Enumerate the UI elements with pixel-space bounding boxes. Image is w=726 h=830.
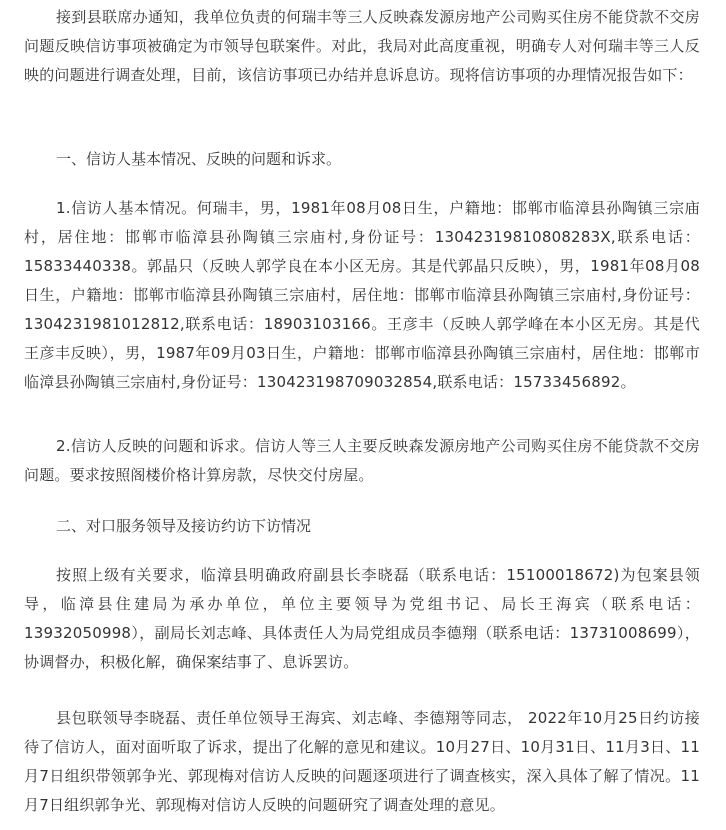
section1-heading: 一、信访人基本情况、反映的问题和诉求。 [56, 150, 342, 168]
petitioner-info-paragraph: 1.信访人基本情况。何瑞丰，男，1981年08月08日生，户籍地：邯郸市临漳县孙陶镇三宗庙村，居住地：邯郸市临漳县孙陶镇三宗庙村,身份证号：13042319810808283X,联系电话：15833440338。郭晶只（反映人郭学良在本小区无房。其是代郭晶只反映），男，1981年08月08日生，户籍地：邯郸市临漳县孙陶镇三宗庙村，居住地：邯郸市临漳县孙陶镇三宗庙村,身份证号：1304231981012812,联系电话：18903103166。王彦丰（反映人郭学峰在本小区无房。其是代王彦丰反映），男，1987年09月03日生，户籍地：邯郸市临漳县孙陶镇三宗庙村，居住地：邯郸市临漳县孙陶镇三宗庙村,身份证号：130423198709032854,联系电话：15733456892。 [24, 199, 700, 391]
section2-heading: 二、对口服务领导及接访约访下访情况 [56, 517, 312, 535]
visit-record-paragraph: 县包联领导李晓磊、责任单位领导王海宾、刘志峰、李德翔等同志， 2022年10月25日约访接待了信访人，面对面听取了诉求，提出了化解的意见和建议。10月27日、10月31日、11月3日、11月7日组织带领郭争光、郭现梅对信访人反映的问题逐项进行了调查核实，深入具体了解了情况。11月7日组织郭争光、郭现梅对信访人反映的问题研究了调查处理的意见。 [24, 709, 700, 814]
petition-issue-paragraph: 2.信访人反映的问题和诉求。信访人等三人主要反映森发源房地产公司购买住房不能贷款不交房问题。要求按照阁楼价格计算房款，尽快交付房屋。 [24, 437, 700, 484]
leadership-assignment-paragraph: 按照上级有关要求，临漳县明确政府副县长李晓磊（联系电话：15100018672)为包案县领导，临漳县住建局为承办单位，单位主要领导为党组书记、局长王海宾（联系电话：13932050998），副局长刘志峰、具体责任人为局党组成员李德翔（联系电话：13731008699），协调督办，积极化解，确保案结事了、息诉罢访。 [24, 566, 700, 671]
intro-paragraph: 接到县联席办通知，我单位负责的何瑞丰等三人反映森发源房地产公司购买住房不能贷款不交房问题反映信访事项被确定为市领导包联案件。对此，我局对此高度重视，明确专人对何瑞丰等三人反映的问题进行调查处理，目前，该信访事项已办结并息诉息访。现将信访事项的办理情况报告如下： [24, 8, 700, 84]
